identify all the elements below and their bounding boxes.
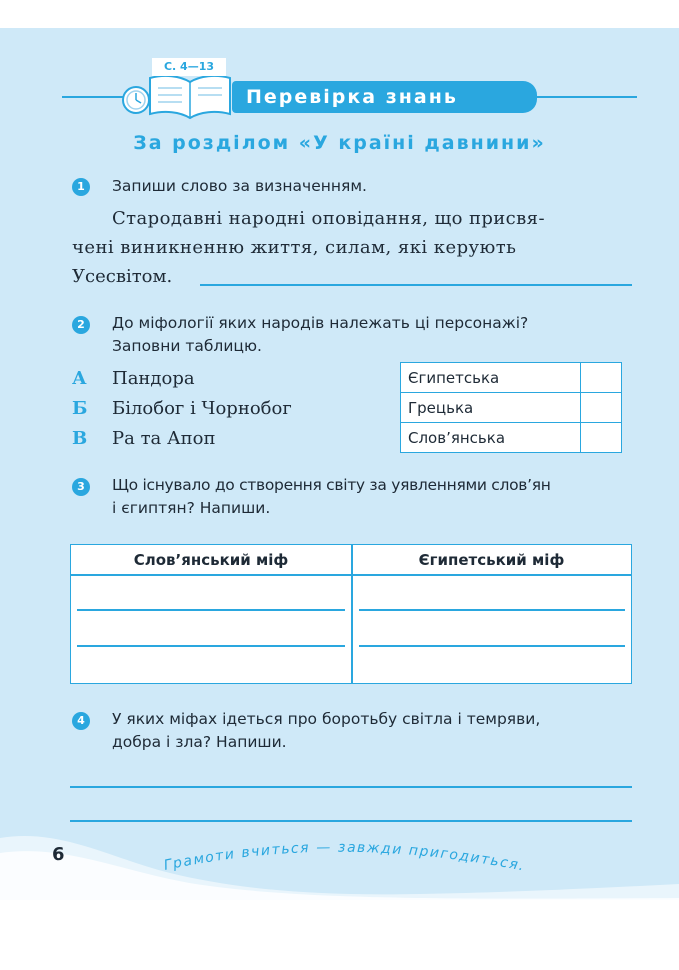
item-letter-b: Б bbox=[72, 398, 88, 419]
motto-text: Грамоти вчиться — завжди пригодиться. bbox=[162, 839, 527, 875]
task-4-answer-line-1[interactable] bbox=[70, 786, 632, 788]
motto bbox=[150, 818, 550, 888]
workbook-page bbox=[0, 28, 679, 900]
section-subtitle: За розділом «У країні давнини» bbox=[133, 132, 546, 154]
answer-line[interactable] bbox=[359, 609, 625, 611]
task-1-answer-line[interactable] bbox=[200, 284, 632, 286]
task-3-number: 3 bbox=[72, 478, 90, 496]
page-number: 6 bbox=[52, 844, 65, 865]
task-2-number: 2 bbox=[72, 316, 90, 334]
page-reference: С. 4—13 bbox=[152, 58, 226, 76]
header-rule-right bbox=[537, 96, 637, 98]
table-row bbox=[401, 363, 622, 393]
column-header-slavic: Слов’янський міф bbox=[133, 551, 289, 569]
table-cell-greek: Грецька bbox=[401, 393, 581, 423]
task-1-instruction: Запиши слово за визначенням. bbox=[112, 177, 367, 195]
item-ra-apop: Ра та Апоп bbox=[112, 428, 216, 449]
item-pandora: Пандора bbox=[112, 368, 195, 389]
item-bilobog: Білобог і Чорнобог bbox=[112, 398, 292, 419]
answer-line[interactable] bbox=[359, 645, 625, 647]
myth-comparison-table bbox=[70, 544, 632, 684]
task-3-instruction-line-1: Що існувало до створення світу за уявленнями слов’ян bbox=[112, 476, 551, 494]
answer-line[interactable] bbox=[77, 645, 345, 647]
mythology-table bbox=[400, 362, 622, 453]
task-3-instruction-line-2: і єгиптян? Напиши. bbox=[112, 499, 271, 517]
column-header-egyptian: Єгипетський міф bbox=[418, 551, 565, 569]
task-1-text-line-3: Усесвітом. bbox=[72, 266, 173, 287]
task-2-instruction-line-2: Заповни таблицю. bbox=[112, 337, 262, 355]
table-row bbox=[401, 423, 622, 453]
section-banner: Перевірка знань bbox=[232, 81, 537, 113]
answer-cell[interactable] bbox=[581, 423, 622, 453]
task-1-text-line-2: чені виникненню життя, силам, які керують bbox=[72, 237, 517, 258]
answer-cell[interactable] bbox=[581, 363, 622, 393]
task-4-number: 4 bbox=[72, 712, 90, 730]
task-4-instruction-line-2: добра і зла? Напиши. bbox=[112, 733, 287, 751]
task-1-number: 1 bbox=[72, 178, 90, 196]
item-letter-v: В bbox=[72, 428, 88, 449]
table-row bbox=[401, 393, 622, 423]
table-cell-slavic: Слов’янська bbox=[401, 423, 581, 453]
table-cell-egyptian: Єгипетська bbox=[401, 363, 581, 393]
task-2-instruction-line-1: До міфології яких народів належать ці персонажі? bbox=[112, 314, 529, 332]
task-4-instruction-line-1: У яких міфах ідеться про боротьбу світла і темряви, bbox=[112, 710, 541, 728]
table-divider bbox=[351, 545, 353, 683]
answer-cell[interactable] bbox=[581, 393, 622, 423]
answer-line[interactable] bbox=[77, 609, 345, 611]
task-1-text-line-1: Стародавні народні оповідання, що присвя- bbox=[112, 208, 545, 229]
item-letter-a: А bbox=[72, 368, 87, 389]
svg-text:Грамоти вчиться — завжди приго bbox=[162, 840, 526, 875]
